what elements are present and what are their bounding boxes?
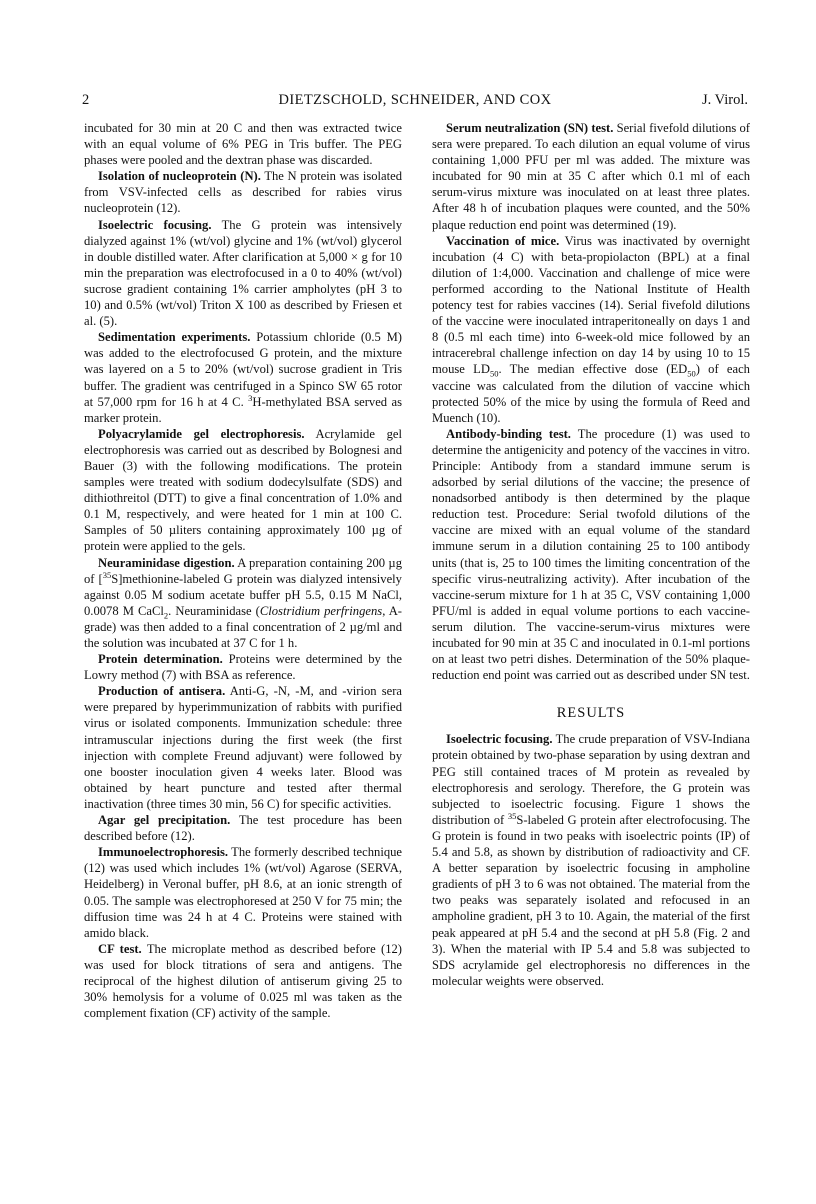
running-header — [82, 92, 748, 116]
paragraph-heading: Sedimentation experiments. — [98, 330, 251, 345]
superscript: 35 — [507, 810, 517, 821]
neuraminidase-paragraph — [84, 555, 402, 652]
paragraph-text: . The median effective dose (ED — [498, 362, 688, 377]
paragraph-heading: Immunoelectrophoresis. — [98, 845, 229, 860]
paragraph-text: A preparation containing 200 µg of [ — [84, 555, 402, 586]
paragraph-heading: Isoelectric focusing. — [446, 732, 553, 747]
paragraph-text: The test procedure has been described before (12). — [84, 813, 402, 844]
paragraph-text: , A-grade) was then added to a final concentration of 2 µg/ml and the solution was incubated at 37 C for 1 h. — [84, 603, 403, 650]
paragraph-heading: Isoelectric focusing. — [98, 217, 212, 232]
sn-test-paragraph — [432, 120, 750, 233]
paragraph-text: ) of each vaccine was calculated from the dilution of vaccine which protected 50% of the mice by using the formula of Reed and Muench (10). — [432, 362, 750, 425]
subscript: 2 — [163, 610, 169, 621]
paragraph-text: Anti-G, -N, -M, and -virion sera were prepared by hyperimmunization of rabbits with purified virus or isolated components. Immunization schedule: three intramuscular injections during the first week (the first injection with complete Freund adjuvant) were followed by one booster inoculation given 4 weeks later. Blood was obtained by heart puncture and tested after thermal inactivation (three times 30 min, 56 C) for specific activities. — [84, 684, 402, 811]
paragraph-text: Serial fivefold dilutions of sera were prepared. To each dilution an equal volume of virus containing 1,000 PFU per ml was added. The mixture was incubated for 90 min at 35 C after which 0.1 ml of each serum-virus mixture was inoculated on at least three plates. After 48 h of incubation plaques were counted, and the 50% plaque reduction end point was determined (19). — [432, 121, 750, 232]
sedimentation-paragraph — [84, 329, 402, 426]
paragraph-heading: Production of antisera. — [98, 684, 226, 699]
paragraph-text: S-labeled G protein after electrofocusing. The G protein is found in two peaks with isoelectric points (IP) of 5.4 and 5.8, as shown by distribution of radioactivity and CF. A better separation by isoelectric focusing in ampholine gradients of pH 3 to 6 was not obtained. The material from the two peaks was separately isolated and refocused in an ampholine gradient, pH 3 to 10. Again, the material of the first peak appeared at pH 5.4 and the second at pH 5.8 (Fig. 2 and 3). When the material with IP 5.4 and 5.8 was subjected to SDS acrylamide gel electrophoresis no differences in the molecular weights were observed. — [432, 812, 750, 988]
running-authors: DIETZSCHOLD, SCHNEIDER, AND COX — [278, 92, 552, 108]
left-column — [84, 120, 402, 1021]
paragraph-text: Proteins were determined by the Lowry method (7) with BSA as reference. — [84, 652, 403, 683]
paragraph-text: The microplate method as described before (12) was used for block titrations of sera and antigens. The reciprocal of the highest dilution of antiserum giving 25 to 30% hemolysis for a volume of 0.025 ml was taken as the complement fixation (CF) activity of the sample. — [84, 941, 403, 1021]
antibody-binding-paragraph — [432, 426, 750, 684]
paragraph-heading: Neuraminidase digestion. — [98, 555, 235, 570]
paragraph-heading: CF test. — [98, 941, 142, 956]
journal-name: J. Virol. — [702, 92, 748, 108]
subscript: 50 — [687, 368, 696, 379]
page-number: 2 — [82, 92, 90, 108]
paragraph-heading: Serum neutralization (SN) test. — [446, 121, 614, 135]
paragraph-text: Acrylamide gel electrophoresis was carried out as described by Bolognesi and Bauer (3) with the following modifications. The protein samples were treated with sodium dodecylsulfate (SDS) and dithiothreitol (DTT) to give a final concentration of 1.0% and 0.1 M, respectively, and were heated for 1 min at 100 C. Samples of 50 µliters containing approximately 100 µg of protein were applied to the gels. — [84, 426, 402, 554]
cf-test-paragraph — [84, 941, 402, 1021]
intro-paragraph: incubated for 30 min at 20 C and then was extracted twice with an equal volume of 6% PEG in Tris buffer. The PEG phases were pooled and the dextran phase was discarded. — [84, 121, 402, 168]
agar-gel-paragraph — [84, 812, 402, 844]
paragraph-text: H-methylated BSA served as marker protein. — [84, 394, 402, 425]
species-name: Clostridium perfringens — [259, 603, 383, 618]
paragraph-heading: Isolation of nucleoprotein (N). — [98, 169, 261, 184]
paragraph-heading: Polyacrylamide gel electrophoresis. — [98, 426, 305, 441]
paragraph-text: S]methionine-labeled G protein was dialyzed intensively against 0.05 M sodium acetate buffer pH 5.5, 0.15 M NaCl, 0.0078 M CaCl — [84, 571, 402, 618]
paragraph-text: The crude preparation of VSV-Indiana protein obtained by two-phase separation by using dextran and PEG still contained traces of M protein as revealed by electrophoresis and serology. Therefore, the G protein was subjected to isoelectric focusing. Figure 1 shows the distribution of — [432, 732, 750, 827]
paragraph-text: Potassium chloride (0.5 M) was added to the electrofocused G protein, and the mixture was layered on a 5 to 20% (wt/vol) sucrose gradient in Tris buffer. The gradient was centrifuged in a Spinco SW 65 rotor at 57,000 rpm for 16 h at 4 C. — [84, 330, 402, 409]
paragraph-text: The G protein was intensively dialyzed against 1% (wt/vol) glycine and 1% (wt/vol) glycerol in double distilled water. After clarification at 5,000 × g for 10 min the preparation was electrofocused in a 0 to 40% (wt/vol) sucrose gradient containing 1% carrier ampholytes (pH 3 to 10) and 0.5% (wt/vol) Triton X 100 as described by Friesen et al. (5). — [84, 217, 403, 329]
antisera-paragraph — [84, 683, 402, 812]
results-section-title: RESULTS — [556, 705, 626, 722]
paragraph-heading: Protein determination. — [98, 652, 223, 667]
paragraph-text: The formerly described technique (12) was used which includes 1% (wt/vol) Agarose (SERVA, Heidelberg) in Veronal buffer, pH 8.6, at an ionic strength of 0.05. The sample was electrophoresed at 250 V for 75 min; the diffusion time was 24 h at 4 C. Proteins were stained with amido black. — [84, 845, 403, 940]
paragraph-text: Virus was inactivated by overnight incubation (4 C) with beta-propiolacton (BPL) at a final dilution of 1:4,000. Vaccination and challenge of mice were performed according to the National Institute of Health potency test for rabies vaccines (14). Serial fivefold dilutions of the vaccine were inoculated intraperitoneally on days 1 and 8 (0.5 ml each time) into 6-week-old mice followed by an intracerebral challenge infection on day 14 by using 10 to 15 mouse LD — [432, 233, 751, 377]
paragraph-text: . Neuraminidase ( — [168, 603, 260, 618]
paragraph-text: The N protein was isolated from VSV-infected cells as described for rabies virus nucleoprotein (12). — [84, 169, 403, 216]
subscript: 50 — [489, 368, 499, 379]
superscript: 3 — [248, 392, 253, 403]
paragraph-text: The procedure (1) was used to determine the antigenicity and potency of the vaccines in vitro. Principle: Antibody from a standard immune serum is adsorbed by serial dilutions of the vaccine; the presence of nonadsorbed antibody is then determined by the plaque reduction test. Procedure: Serial twofold dilutions of the vaccine are mixed with an equal volume of the standard immune serum in a dilution containing 25 to 100 antibody units (that is, 25 to 100 times the limiting concentration of the specific virus-neutralizing activity). After incubation of the vaccine-serum mixture for 1 h at 35 C, VSV containing 1,000 PFU/ml is added in equal volume portions to each vaccine-serum dilution. The vaccine-serum-virus mixtures were incubated for 90 min at 35 C and inoculated in 0.1-ml portions on at least two petri dishes. Determination of the 50% plaque-reduction end point was carried out as described under SN test. — [432, 426, 751, 683]
paragraph-heading: Vaccination of mice. — [446, 233, 560, 248]
protein-determination-paragraph — [84, 651, 402, 683]
immunoelectrophoresis-paragraph — [84, 844, 402, 941]
vaccination-paragraph — [432, 233, 750, 426]
right-column — [432, 120, 750, 989]
isoelectric-methods-paragraph — [84, 217, 402, 330]
paragraph-heading: Antibody-binding test. — [446, 426, 571, 441]
gel-electrophoresis-paragraph — [84, 426, 402, 555]
paragraph-heading: Agar gel precipitation. — [98, 813, 231, 828]
nucleoprotein-paragraph — [84, 168, 402, 216]
results-isoelectric-paragraph — [432, 731, 750, 989]
superscript: 35 — [102, 569, 112, 580]
